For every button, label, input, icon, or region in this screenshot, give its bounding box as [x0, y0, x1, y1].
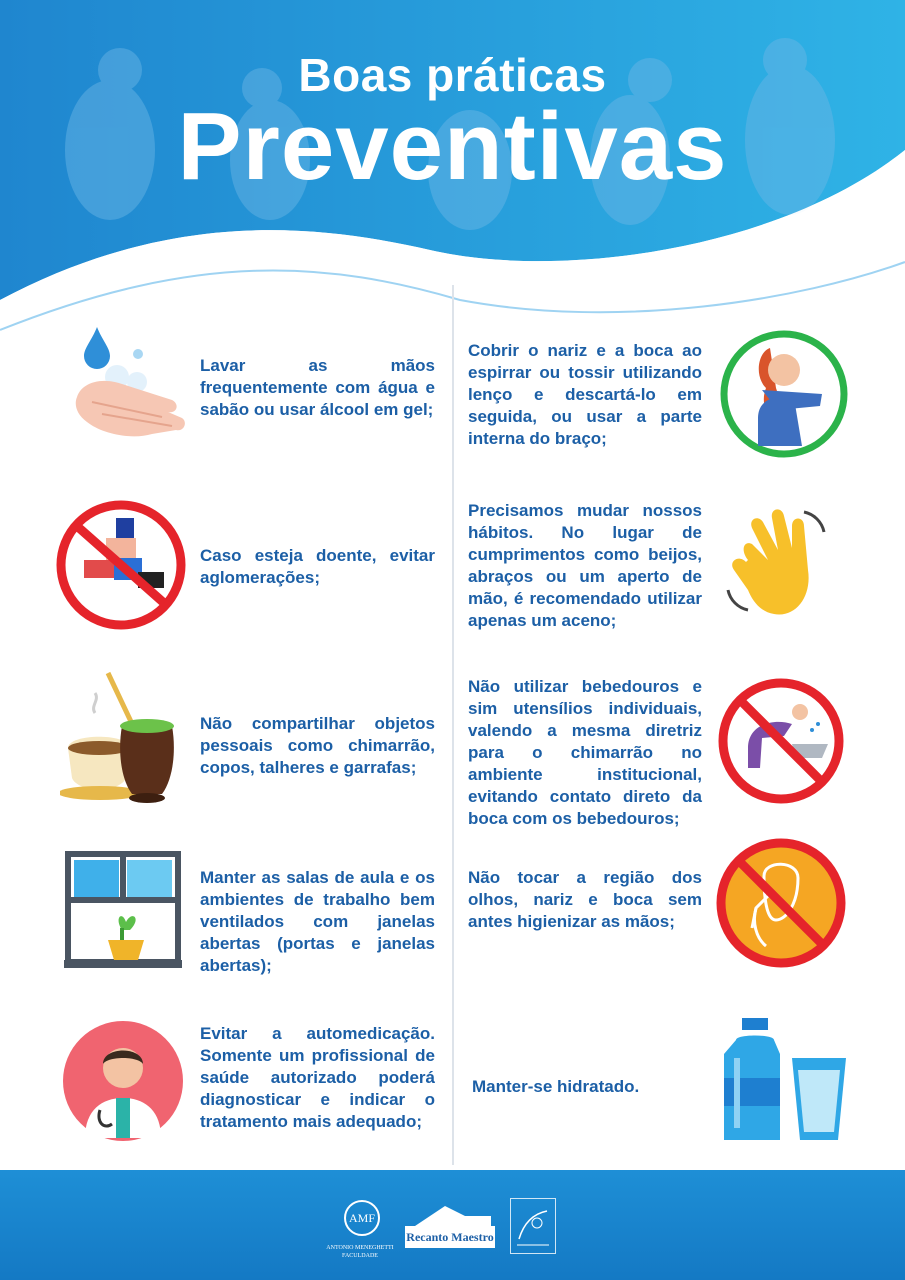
amf-badge: AMF: [344, 1200, 380, 1236]
column-divider: [452, 285, 454, 1165]
recanto-roof-icon: [405, 1202, 495, 1228]
list-item: Manter-se hidratado.: [472, 1077, 640, 1096]
institution-emblem-icon: [511, 1199, 555, 1253]
hand-washing-icon: [62, 322, 187, 447]
list-item: Precisamos mudar nossos hábitos. No lugar de cumprimentos como beijos, abraços ou um aperto de mão, é recomendado utilizar apenas um aceno;: [468, 501, 702, 630]
institution-logo: [510, 1198, 556, 1254]
title-line1: Boas práticas: [298, 49, 607, 101]
amf-name: ANTONIO MENEGHETTI FACULDADE: [326, 1245, 394, 1259]
list-item: Evitar a automedicação. Somente um profissional de saúde autorizado poderá diagnosticar e indicar o tratamento mais adequado;: [200, 1024, 435, 1131]
open-window-icon: [64, 850, 182, 970]
no-crowd-icon: [56, 500, 186, 630]
list-item: Não compartilhar objetos pessoais como chimarrão, copos, talheres e garrafas;: [200, 714, 435, 777]
list-item: Manter as salas de aula e os ambientes de trabalho bem ventilados com janelas abertas (portas e janelas abertas);: [200, 868, 435, 975]
title-line2: Preventivas: [177, 93, 728, 200]
amf-logo: [326, 1200, 394, 1275]
footer-band: [0, 1170, 905, 1280]
list-item: Lavar as mãos frequentemente com água e sabão ou usar álcool em gel;: [200, 356, 435, 419]
sneeze-elbow-icon: [718, 328, 850, 460]
no-drinking-fountain-icon: [718, 678, 844, 804]
doctor-icon: [60, 1018, 186, 1144]
recanto-maestro-label: Recanto Maestro: [405, 1226, 495, 1248]
list-item: Cobrir o nariz e a boca ao espirrar ou tossir utilizando lenço e descartá-lo em seguida, ou usar a parte interna do braço;: [468, 341, 702, 448]
no-face-touch-icon: [716, 838, 846, 968]
chimarrao-cup-icon: [60, 668, 190, 808]
recanto-maestro-logo: [405, 1202, 495, 1252]
water-bottle-icon: [720, 1018, 852, 1144]
list-item: Não utilizar bebedouros e sim utensílios individuais, valendo a mesma diretriz para o chimarrão no ambiente institucional, evitando contato direto da boca com os bebedouros;: [468, 677, 702, 828]
list-item: Caso esteja doente, evitar aglomerações;: [200, 546, 435, 587]
waving-hand-icon: [718, 500, 842, 624]
list-item: Não tocar a região dos olhos, nariz e boca sem antes higienizar as mãos;: [468, 868, 702, 931]
